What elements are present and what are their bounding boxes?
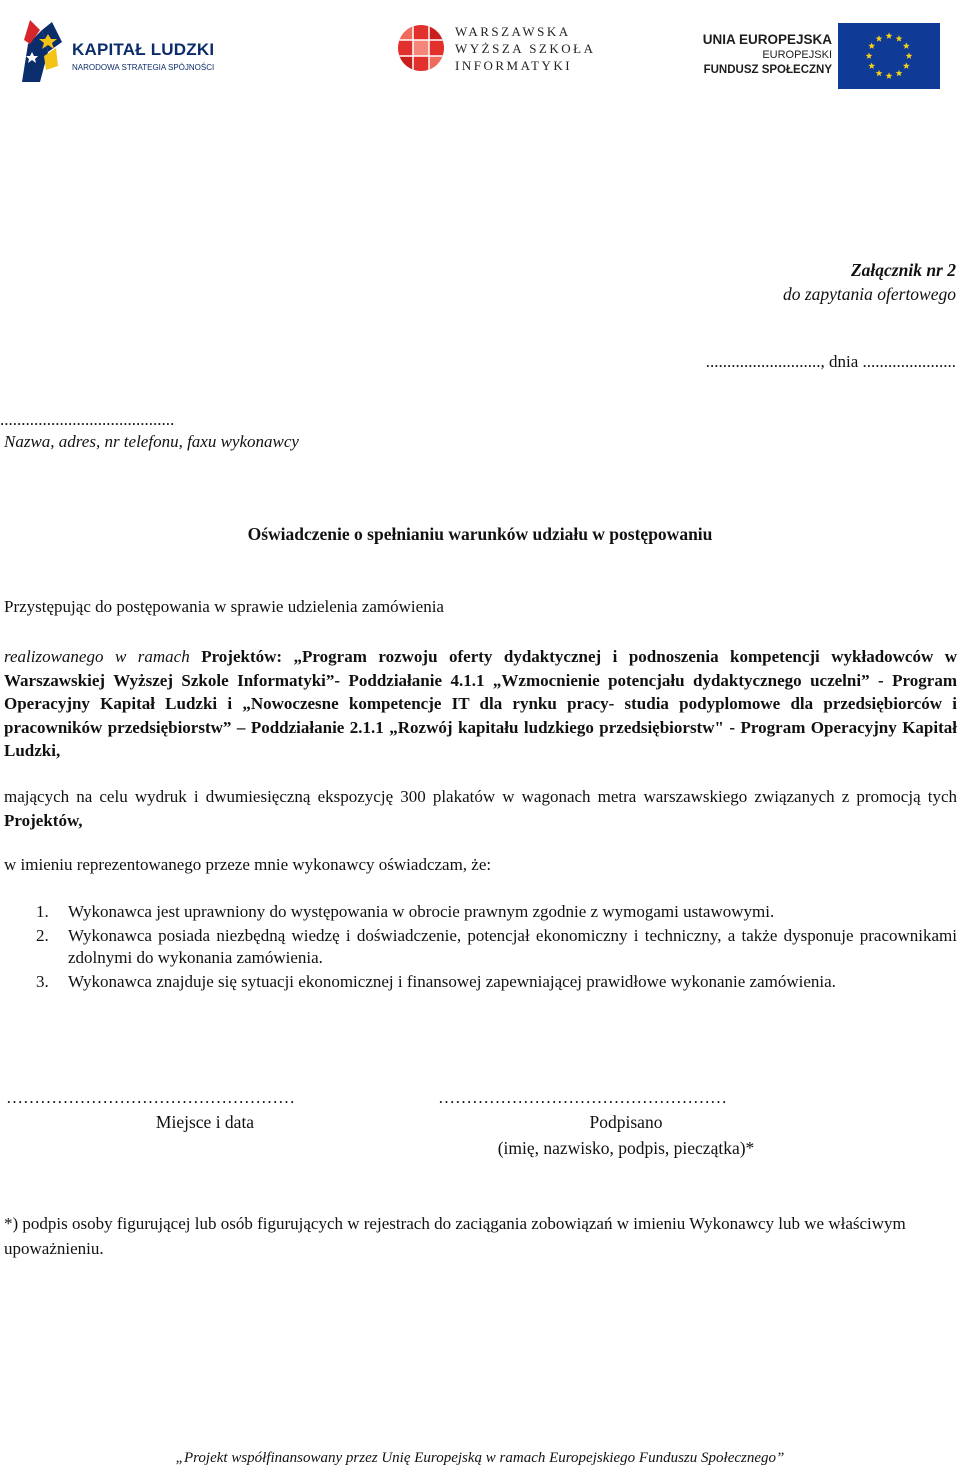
place-date-line: ..........................., dnia ...................... [705, 352, 956, 371]
list-item-number: 3. [36, 971, 49, 991]
kapital-ludzki-logo [18, 14, 218, 84]
purpose-paragraph [4, 785, 957, 832]
list-item [36, 925, 957, 970]
signed-label: Podpisano [589, 1112, 663, 1132]
purpose-text: mających na celu wydruk i dwumiesięczną ekspozycję 300 plakatów w wagonach metra warszawskiego związanych z promocją tych [4, 787, 957, 806]
eu-line-2: EUROPEJSKI [762, 49, 832, 61]
wwsi-line-2: WYŻSZA SZKOŁA [455, 41, 596, 56]
eu-logo [695, 22, 945, 92]
attachment-subtitle: do zapytania ofertowego [782, 284, 956, 304]
projects-text: Projektów: „Program rozwoju oferty dydaktycznej i podnoszenia kompetencji wykładowców w Warszawskiej Wyższej Szkole Informatyki”- Poddziałanie 4.1.1 „Wzmocnienie potencjału dydaktycznego uczelni” - Program Operacyjny Kapitał Ludzki i „Nowoczesne kompetencje IT dla rynku pracy- studia podyplomowe dla przedsiębiorców i pracowników przedsiębiorstw” – Poddziałanie 2.1.1 „Rozwój kapitału ludzkiego przedsiębiorstw" - Program Operacyjny Kapitał Ludzki, [4, 647, 957, 760]
list-item [36, 901, 957, 924]
signature-dots: …………………………………………… [438, 1088, 727, 1107]
footnote: *) podpis osoby figurującej lub osób figurujących w rejestrach do zaciągania zobowiązań w imieniu Wykonawcy lub we właściwym upoważnieniu. [4, 1214, 906, 1258]
list-item [36, 971, 957, 994]
purpose-bold-word: Projektów, [4, 810, 83, 830]
intro-text: Przystępując do postępowania w sprawie udzielenia zamówienia [4, 597, 444, 616]
contractor-dots: ......................................... [0, 410, 175, 429]
kapital-ludzki-title: KAPITAŁ LUDZKI [72, 40, 215, 59]
place-date-label: Miejsce i data [155, 1112, 255, 1132]
contractor-label: Nazwa, adres, nr telefonu, faxu wykonawcy [4, 432, 299, 451]
list-item-text: Wykonawca posiada niezbędną wiedzę i doświadczenie, potencjał ekonomiczny i techniczny, a także dysponuje pracownikami zdolnymi do wykonania zamówienia. [68, 925, 957, 967]
place-date-signature-dots: …………………………………………… [6, 1088, 295, 1107]
list-item-number: 1. [36, 902, 49, 921]
wwsi-line-3: INFORMATYKI [455, 58, 573, 73]
eu-line-1: UNIA EUROPEJSKA [702, 32, 832, 47]
declaration-intro: w imieniu reprezentowanego przeze mnie wykonawcy oświadczam, że: [4, 855, 492, 874]
header-logos [0, 0, 960, 100]
signed-sublabel: (imię, nazwisko, podpis, pieczątka)* [497, 1138, 755, 1158]
eu-line-3: FUNDUSZ SPOŁECZNY [703, 64, 832, 76]
wwsi-line-1: WARSZAWSKA [455, 24, 571, 39]
list-item-text: Wykonawca jest uprawniony do występowania w obrocie prawnym zgodnie z wymogami ustawowymi. [68, 902, 775, 921]
list-item-text: Wykonawca znajduje się sytuacji ekonomicznej i finansowej zapewniającej prawidłowe wykonanie zamówienia. [68, 971, 836, 991]
declarations-list [36, 901, 957, 994]
eu-flag-icon [838, 23, 940, 89]
projects-prefix: realizowanego w ramach [4, 647, 190, 666]
wwsi-logo [397, 22, 597, 78]
kapital-ludzki-subtitle: NARODOWA STRATEGIA SPÓJNOŚCI [72, 63, 215, 72]
wwsi-emblem-icon [397, 24, 445, 72]
projects-paragraph [4, 645, 957, 763]
kapital-ludzki-emblem-icon [18, 16, 64, 82]
attachment-title: Załącznik nr 2 [850, 260, 956, 280]
list-item-number: 2. [36, 925, 49, 945]
page-footer: „Projekt współfinansowany przez Unię Europejską w ramach Europejskiego Funduszu Społecznego” [175, 1450, 785, 1466]
document-title: Oświadczenie o spełnianiu warunków udziału w postępowaniu [247, 524, 713, 544]
